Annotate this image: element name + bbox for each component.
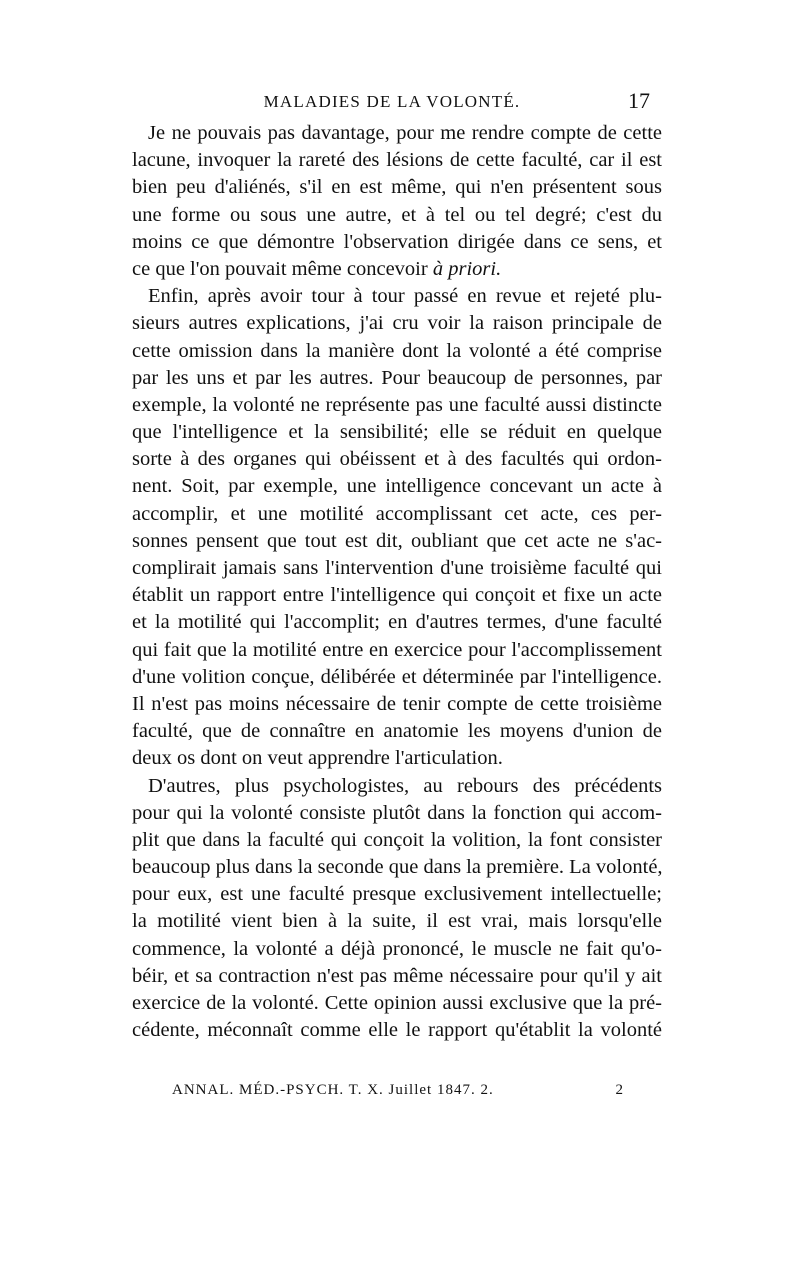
text-line: établit un rapport entre l'intelligence qui conçoit et fixe un acte xyxy=(132,584,662,607)
text-line: Je ne pouvais pas davantage, pour me rendre compte de cette xyxy=(148,122,662,144)
text-line: lacune, invoquer la rareté des lésions de cette faculté, car il est xyxy=(132,149,662,172)
text-line: par les uns et par les autres. Pour beaucoup de personnes, par xyxy=(132,366,662,389)
text-line: bien peu d'aliénés, s'il en est même, qui n'en présentent sous xyxy=(132,176,662,199)
text-line: la motilité vient bien à la suite, il est vrai, mais lorsqu'elle xyxy=(132,910,662,933)
text-line: d'une volition conçue, délibérée et déterminée par l'intelligence. xyxy=(132,665,662,688)
text-segment: ce que l'on pouvait même concevoir xyxy=(132,257,433,280)
text-line: commence, la volonté a déjà prononcé, le muscle ne fait qu'o- xyxy=(132,937,662,960)
text-line xyxy=(132,256,662,283)
text-line: Il n'est pas moins nécessaire de tenir compte de cette troisième xyxy=(132,692,662,715)
text-line: accomplir, et une motilité accomplissant cet acte, ces per- xyxy=(132,502,662,525)
text-line: pour qui la volonté consiste plutôt dans la fonction qui accom- xyxy=(132,801,662,824)
text-line: faculté, que de connaître en anatomie les moyens d'union de xyxy=(132,720,662,743)
italic-phrase: à priori. xyxy=(432,257,502,280)
text-line: nent. Soit, par exemple, une intelligence concevant un acte à xyxy=(132,475,662,498)
printer-signature: ANNAL. MÉD.-PSYCH. T. X. Juillet 1847. 2. xyxy=(172,1082,494,1098)
text-line: moins ce que démontre l'observation dirigée dans ce sens, et xyxy=(132,230,662,253)
signature-line xyxy=(172,1082,642,1106)
running-title: MALADIES DE LA VOLONTÉ. xyxy=(263,92,521,111)
text-line: une forme ou sous une autre, et à tel ou tel degré; c'est du xyxy=(132,203,662,226)
text-line: que l'intelligence et la sensibilité; elle se réduit en quelque xyxy=(132,421,662,444)
text-line: qui fait que la motilité entre en exercice pour l'accomplissement xyxy=(132,638,662,661)
text-line: exercice de la volonté. Cette opinion aussi exclusive que la pré- xyxy=(132,992,662,1014)
text-line: D'autres, plus psychologistes, au rebours des précédents xyxy=(148,774,662,797)
running-head xyxy=(122,88,662,116)
text-line: exemple, la volonté ne représente pas une faculté aussi distincte xyxy=(132,393,662,416)
text-line: beaucoup plus dans la seconde que dans la première. La volonté, xyxy=(132,856,663,879)
text-line: cette omission dans la manière dont la volonté a été comprise xyxy=(132,339,662,362)
text-line: Enfin, après avoir tour à tour passé en revue et rejeté plu- xyxy=(148,285,662,308)
body-text xyxy=(132,120,662,1044)
text-line: deux os dont on veut apprendre l'articulation. xyxy=(132,747,503,770)
text-line: béir, et sa contraction n'est pas même nécessaire pour qu'il y ait xyxy=(132,964,662,987)
text-line: sieurs autres explications, j'ai cru voir la raison principale de xyxy=(132,312,662,335)
text-line: sorte à des organes qui obéissent et à des facultés qui ordon- xyxy=(132,448,662,471)
text-line: et la motilité qui l'accomplit; en d'autres termes, d'une faculté xyxy=(132,611,662,634)
text-line: pour eux, est une faculté presque exclusivement intellectuelle; xyxy=(132,883,662,906)
text-line: plit que dans la faculté qui conçoit la volition, la font consister xyxy=(132,828,662,851)
page-number: 17 xyxy=(628,88,650,113)
text-line: sonnes pensent que tout est dit, oubliant que cet acte ne s'ac- xyxy=(132,529,662,552)
text-line: cédente, méconnaît comme elle le rapport qu'établit la volonté xyxy=(132,1019,662,1042)
sheet-number: 2 xyxy=(615,1082,624,1098)
text-line: complirait jamais sans l'intervention d'une troisième faculté qui xyxy=(132,557,662,579)
